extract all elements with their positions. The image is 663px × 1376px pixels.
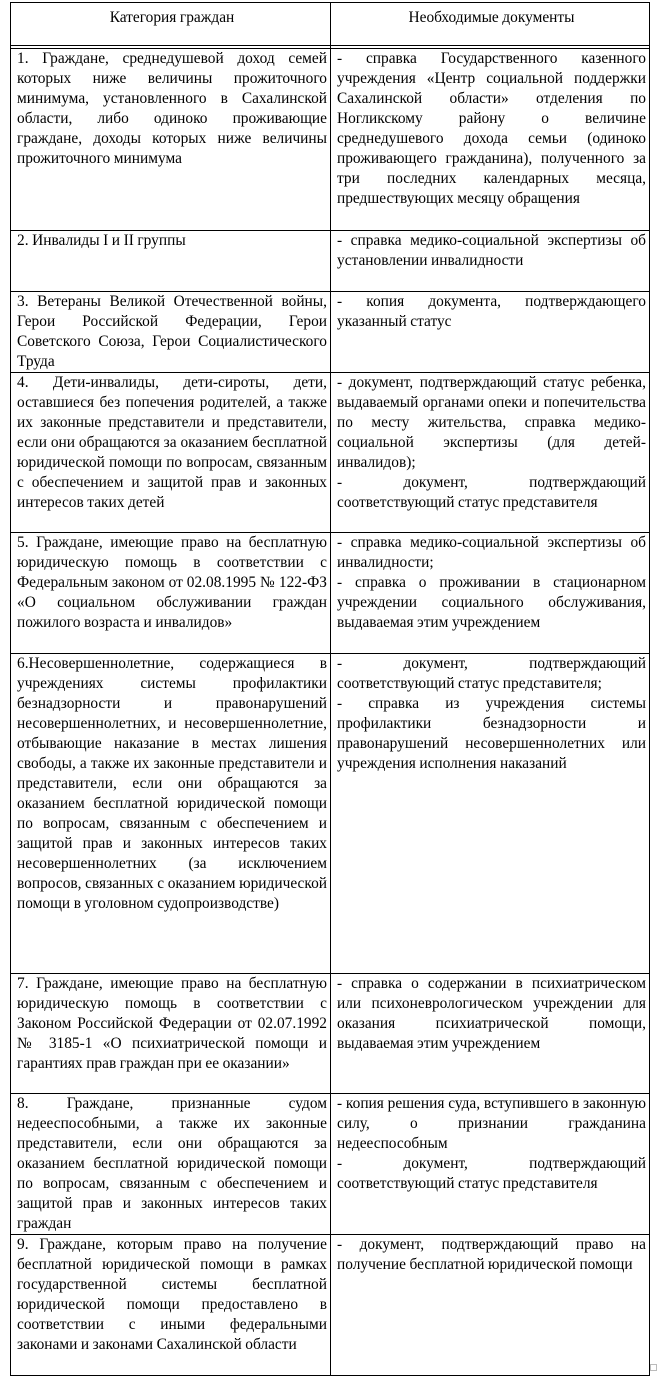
- document-item: - копия решения суда, вступившего в законную силу, о признании гражданина недееспособным: [337, 1095, 646, 1152]
- column-header-documents: Необходимые документы: [331, 3, 650, 46]
- table-row: [11, 654, 650, 974]
- documents-cell: [331, 231, 650, 292]
- category-cell: 1. Граждане, среднедушевой доход семей которых ниже величины прожиточного минимума, установленного в Сахалинской области, либо одиноко проживающие граждане, доходы которых ниже величины прожиточного минимума: [11, 49, 331, 231]
- documents-cell: [331, 533, 650, 654]
- document-item: - документ, подтверждающий статус ребенка, выдаваемый органами опеки и попечительства по месту жительства, справка медико-социальной экспертизы (для детей-инвалидов);: [337, 374, 646, 471]
- table-row: [11, 1094, 650, 1235]
- category-cell: 9. Граждане, которым право на получение бесплатной юридической помощи в рамках государственной системы бесплатной юридической помощи предоставлено в соответствии с иными федеральными законами и законами Сахалинской области: [11, 1235, 331, 1376]
- document-item: - документ, подтверждающий соответствующий статус представителя;: [337, 655, 646, 692]
- document-item: - справка медико-социальной экспертизы об инвалидности;: [337, 534, 646, 571]
- document-page: [10, 2, 650, 1376]
- table-row: [11, 373, 650, 533]
- documents-cell: [331, 373, 650, 533]
- documents-cell: [331, 654, 650, 974]
- category-cell: 2. Инвалиды I и II группы: [11, 231, 331, 292]
- document-item: - справка Государственного казенного учреждения «Центр социальной поддержки Сахалинской области» отделения по Ногликскому району о величине среднедушевого дохода семьи (одиноко проживающего гражданина), полученного за три последних календарных месяца, предшествующих месяцу обращения: [337, 50, 646, 207]
- documents-cell: [331, 1235, 650, 1376]
- table-resize-handle[interactable]: [650, 1364, 657, 1371]
- documents-table: [10, 2, 650, 1376]
- table-row: [11, 1235, 650, 1376]
- document-item: - справка о проживании в стационарном учреждении социального обслуживания, выдаваемая этим учреждением: [337, 574, 646, 631]
- document-item: - документ, подтверждающий право на получение бесплатной юридической помощи: [337, 1236, 646, 1273]
- table-row: [11, 49, 650, 231]
- document-item: - копия документа, подтверждающего указанный статус: [337, 293, 646, 330]
- documents-cell: [331, 974, 650, 1094]
- category-cell: 4. Дети-инвалиды, дети-сироты, дети, оставшиеся без попечения родителей, а также их законные представители и представители, если они обращаются за оказанием бесплатной юридической помощи по вопросам, связанным с обеспечением и защитой прав и законных интересов таких детей: [11, 373, 331, 533]
- category-cell: 8. Граждане, признанные судом недееспособными, а также их законные представители, если они обращаются за оказанием бесплатной юридической помощи по вопросам, связанным с обеспечением и защитой прав и законных интересов таких граждан: [11, 1094, 331, 1235]
- document-item: - документ, подтверждающий соответствующий статус представителя: [337, 1155, 646, 1192]
- document-item: - справка медико-социальной экспертизы об установлении инвалидности: [337, 232, 646, 269]
- table-header-row: [11, 3, 650, 46]
- column-header-category: Категория граждан: [11, 3, 331, 46]
- document-item: - справка о содержании в психиатрическом или психоневрологическом учреждении для оказания психиатрической помощи, выдаваемая этим учреждением: [337, 975, 646, 1052]
- table-row: [11, 292, 650, 373]
- document-item: - справка из учреждения системы профилактики безнадзорности и правонарушений несовершеннолетних или учреждения исполнения наказаний: [337, 695, 646, 772]
- table-row: [11, 974, 650, 1094]
- document-item: - документ, подтверждающий соответствующий статус представителя: [337, 474, 646, 511]
- category-cell: 3. Ветераны Великой Отечественной войны, Герои Российской Федерации, Герои Советского Союза, Герои Социалистического Труда: [11, 292, 331, 373]
- documents-cell: [331, 292, 650, 373]
- category-cell: 6.Несовершеннолетние, содержащиеся в учреждениях системы профилактики безнадзорности и правонарушений несовершеннолетних, и несовершеннолетние, отбывающие наказание в местах лишения свободы, а также их законные представители и представители, если они обращаются за оказанием бесплатной юридической помощи по вопросам, связанным с обеспечением и защитой прав и законных интересов таких несовершеннолетних (за исключением вопросов, связанных с оказанием юридической помощи в уголовном судопроизводстве): [11, 654, 331, 974]
- documents-cell: [331, 49, 650, 231]
- table-row: [11, 231, 650, 292]
- table-row: [11, 533, 650, 654]
- category-cell: 5. Граждане, имеющие право на бесплатную юридическую помощь в соответствии с Федеральным законом от 02.08.1995 № 122-ФЗ «О социальном обслуживании граждан пожилого возраста и инвалидов»: [11, 533, 331, 654]
- category-cell: 7. Граждане, имеющие право на бесплатную юридическую помощь в соответствии с Законом Российской Федерации от 02.07.1992 № 3185-1 «О психиатрической помощи и гарантиях прав граждан при ее оказании»: [11, 974, 331, 1094]
- documents-cell: [331, 1094, 650, 1235]
